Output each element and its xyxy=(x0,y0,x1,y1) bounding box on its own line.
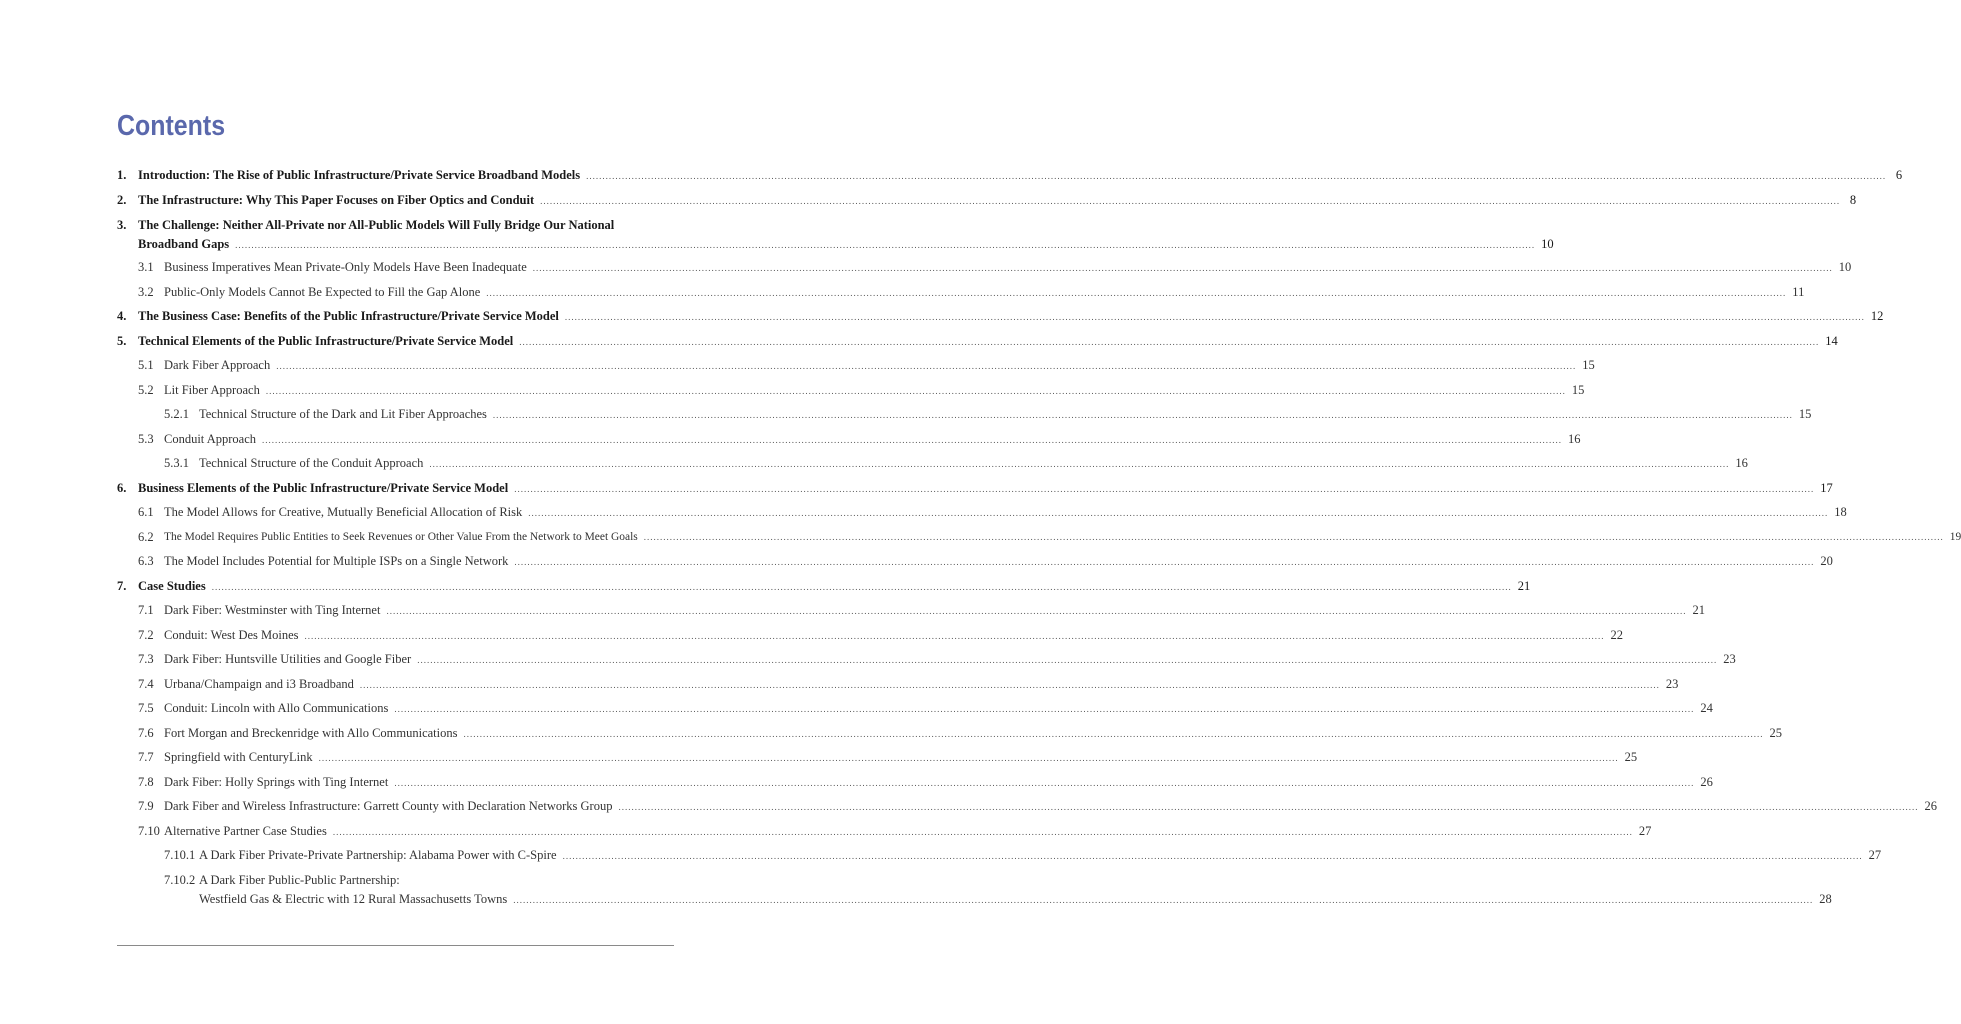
toc-dot-leader: ................................................................................................................................................................................................................................................................................................................................................................................................................ xyxy=(463,729,1764,739)
toc-page-number: 16 xyxy=(1568,432,1581,446)
toc-dot-leader: ................................................................................................................................................................................................................................................................................................................................................................................................................ xyxy=(492,410,1793,420)
toc-dot-leader: ................................................................................................................................................................................................................................................................................................................................................................................................................ xyxy=(486,288,1787,298)
toc-dot-leader: ................................................................................................................................................................................................................................................................................................................................................................................................................ xyxy=(359,680,1660,690)
toc-entry-number: 5.3.1 xyxy=(164,456,189,470)
toc-dot-leader: ................................................................................................................................................................................................................................................................................................................................................................................................................ xyxy=(386,606,1687,616)
toc-dot-leader: ................................................................................................................................................................................................................................................................................................................................................................................................................ xyxy=(265,386,1566,396)
toc-entry-title: Conduit: West Des Moines xyxy=(164,628,299,642)
toc-page-number: 26 xyxy=(1924,799,1937,813)
toc-entry-title: Technical Structure of the Conduit Approach xyxy=(199,456,424,470)
toc-entry-title: Westfield Gas & Electric with 12 Rural Massachusetts Towns xyxy=(199,892,508,906)
toc-entry-title: Dark Fiber: Westminster with Ting Internet xyxy=(164,603,381,617)
toc-page-number: 10 xyxy=(1838,260,1852,274)
toc-entry-number: 6. xyxy=(117,481,127,495)
toc-dot-leader: ................................................................................................................................................................................................................................................................................................................................................................................................................ xyxy=(211,582,1512,592)
toc-dot-leader: ................................................................................................................................................................................................................................................................................................................................................................................................................ xyxy=(262,435,1563,445)
toc-entry-title: Business Imperatives Mean Private-Only Models Have Been Inadequate xyxy=(164,260,527,274)
toc-dot-leader: ................................................................................................................................................................................................................................................................................................................................................................................................................ xyxy=(276,361,1577,371)
toc-dot-leader: ................................................................................................................................................................................................................................................................................................................................................................................................................ xyxy=(618,802,1919,812)
toc-page-number: 27 xyxy=(1868,848,1882,862)
toc-entry-number: 7.7 xyxy=(138,750,154,764)
toc-entry-title: Introduction: The Rise of Public Infrastructure/Private Service Broadband Models xyxy=(138,168,581,182)
toc-entry-title: Technical Elements of the Public Infrastructure/Private Service Model xyxy=(138,334,514,348)
toc-page-number: 10 xyxy=(1541,237,1554,251)
toc-entry-title: Conduit Approach xyxy=(164,432,257,446)
toc-page-number: 15 xyxy=(1571,383,1585,397)
toc-entry-title: The Infrastructure: Why This Paper Focuses on Fiber Optics and Conduit xyxy=(138,193,535,207)
toc-page-number: 17 xyxy=(1820,481,1833,495)
toc-page-number: 11 xyxy=(1792,285,1805,299)
toc-page-number: 12 xyxy=(1870,309,1884,323)
toc-entry-number: 3.1 xyxy=(138,260,154,274)
toc-entry-title: The Model Requires Public Entities to Seek Revenues or Other Value From the Network to Meet Goals xyxy=(164,531,638,543)
toc-page-number: 15 xyxy=(1798,407,1812,421)
toc-dot-leader: ................................................................................................................................................................................................................................................................................................................................................................................................................ xyxy=(394,704,1695,714)
toc-dot-leader: ................................................................................................................................................................................................................................................................................................................................................................................................................ xyxy=(519,337,1820,347)
toc-entry-number: 7.10 xyxy=(138,824,160,838)
toc-page-number: 18 xyxy=(1834,505,1847,519)
toc-page-number: 15 xyxy=(1582,358,1595,372)
toc-entry-number: 5.1 xyxy=(138,358,154,372)
toc-dot-leader: ................................................................................................................................................................................................................................................................................................................................................................................................................ xyxy=(318,753,1619,763)
toc-page-number: 16 xyxy=(1735,456,1748,470)
toc-entry-title: Conduit: Lincoln with Allo Communications xyxy=(164,701,389,715)
toc-page-number: 23 xyxy=(1665,677,1679,691)
toc-dot-leader: ................................................................................................................................................................................................................................................................................................................................................................................................................ xyxy=(429,459,1730,469)
toc-entry-title: Dark Fiber Approach xyxy=(164,358,271,372)
toc-dot-leader: ................................................................................................................................................................................................................................................................................................................................................................................................................ xyxy=(586,171,1887,181)
toc-entry-number: 1. xyxy=(117,168,127,182)
toc-dot-leader: ................................................................................................................................................................................................................................................................................................................................................................................................................ xyxy=(514,484,1815,494)
toc-entry-title: Broadband Gaps xyxy=(138,237,230,251)
toc-page-number: 25 xyxy=(1624,750,1638,764)
toc-dot-leader: ................................................................................................................................................................................................................................................................................................................................................................................................................ xyxy=(643,532,1944,542)
toc-dot-leader: ................................................................................................................................................................................................................................................................................................................................................................................................................ xyxy=(417,655,1718,665)
toc-dot-leader: ................................................................................................................................................................................................................................................................................................................................................................................................................ xyxy=(394,778,1695,788)
toc-dot-leader: ................................................................................................................................................................................................................................................................................................................................................................................................................ xyxy=(332,827,1633,837)
toc-entry-number: 5.3 xyxy=(138,432,154,446)
toc-page-number: 27 xyxy=(1638,824,1652,838)
toc-dot-leader: ................................................................................................................................................................................................................................................................................................................................................................................................................ xyxy=(562,851,1863,861)
toc-entry-number: 6.2 xyxy=(138,530,154,544)
toc-entry-number: 6.1 xyxy=(138,505,154,519)
toc-entry-title-line1: A Dark Fiber Public-Public Partnership: xyxy=(199,873,400,887)
toc-page-number: 14 xyxy=(1825,334,1838,348)
toc-entry-title: Technical Structure of the Dark and Lit Fiber Approaches xyxy=(199,407,487,421)
toc-entry-number: 7.8 xyxy=(138,775,154,789)
toc-entry-number: 3.2 xyxy=(138,285,154,299)
toc-entry-title-line1: The Challenge: Neither All-Private nor All-Public Models Will Fully Bridge Our National xyxy=(138,218,615,232)
toc-entry-title: Dark Fiber: Holly Springs with Ting Internet xyxy=(164,775,389,789)
toc-entry-title: Urbana/Champaign and i3 Broadband xyxy=(164,677,354,691)
toc-dot-leader: ................................................................................................................................................................................................................................................................................................................................................................................................................ xyxy=(540,196,1841,206)
toc-entry-title: The Model Includes Potential for Multiple ISPs on a Single Network xyxy=(164,554,509,568)
toc-page-number: 6 xyxy=(1895,168,1903,182)
toc-entry-title: Alternative Partner Case Studies xyxy=(164,824,327,838)
toc-page-number: 19 xyxy=(1949,531,1961,543)
toc-entry-title: Public-Only Models Cannot Be Expected to Fill the Gap Alone xyxy=(164,285,481,299)
toc-entry-title: The Model Allows for Creative, Mutually Beneficial Allocation of Risk xyxy=(164,505,523,519)
toc-page-number: 23 xyxy=(1723,652,1736,666)
toc-page-number: 21 xyxy=(1692,603,1705,617)
toc-entry-title: Lit Fiber Approach xyxy=(164,383,260,397)
toc-dot-leader: ................................................................................................................................................................................................................................................................................................................................................................................................................ xyxy=(514,557,1815,567)
toc-entry-title: Springfield with CenturyLink xyxy=(164,750,313,764)
toc-entry-number: 5.2 xyxy=(138,383,154,397)
toc-entry-title: Dark Fiber and Wireless Infrastructure: Garrett County with Declaration Networks Group xyxy=(164,799,613,813)
toc-entry-number: 7.9 xyxy=(138,799,154,813)
toc-entry-number: 4. xyxy=(117,309,127,323)
toc-entry-number: 7.5 xyxy=(138,701,154,715)
toc-entry-number: 2. xyxy=(117,193,127,207)
toc-entry-number: 5. xyxy=(117,334,127,348)
toc-entry-number: 7. xyxy=(117,579,127,593)
toc-page-number: 24 xyxy=(1700,701,1713,715)
toc-entry-number: 7.10.1 xyxy=(164,848,196,862)
toc-entry-number: 7.1 xyxy=(138,603,154,617)
toc-entry-number: 5.2.1 xyxy=(164,407,189,421)
toc-entry-number: 7.3 xyxy=(138,652,154,666)
toc-page-number: 8 xyxy=(1849,193,1857,207)
toc-entry-number: 3. xyxy=(117,218,127,232)
toc-entry-title: Case Studies xyxy=(138,579,206,593)
toc-dot-leader: ................................................................................................................................................................................................................................................................................................................................................................................................................ xyxy=(513,895,1814,905)
toc-entry-number: 7.2 xyxy=(138,628,154,642)
toc-dot-leader: ................................................................................................................................................................................................................................................................................................................................................................................................................ xyxy=(564,312,1865,322)
toc-entry-number: 7.6 xyxy=(138,726,154,740)
toc-page-number: 28 xyxy=(1819,892,1832,906)
toc-page-number: 25 xyxy=(1769,726,1782,740)
toc-page-number: 22 xyxy=(1610,628,1624,642)
toc-entry-title: Business Elements of the Public Infrastructure/Private Service Model xyxy=(138,481,509,495)
toc-page-number: 26 xyxy=(1700,775,1713,789)
toc-entry-number: 7.10.2 xyxy=(164,873,196,887)
toc-entry-title: The Business Case: Benefits of the Public Infrastructure/Private Service Model xyxy=(138,309,559,323)
footer-divider xyxy=(117,945,674,946)
toc-dot-leader: ................................................................................................................................................................................................................................................................................................................................................................................................................ xyxy=(528,508,1829,518)
toc-entry-number: 6.3 xyxy=(138,554,154,568)
toc-entry-title: Dark Fiber: Huntsville Utilities and Google Fiber xyxy=(164,652,412,666)
toc-dot-leader: ................................................................................................................................................................................................................................................................................................................................................................................................................ xyxy=(532,263,1833,273)
toc-page-number: 21 xyxy=(1517,579,1531,593)
toc-entry-number: 7.4 xyxy=(138,677,154,691)
toc-entry-title: A Dark Fiber Private-Private Partnership: Alabama Power with C-Spire xyxy=(199,848,557,862)
page-title: Contents xyxy=(117,110,226,142)
toc-dot-leader: ................................................................................................................................................................................................................................................................................................................................................................................................................ xyxy=(304,631,1605,641)
toc-page-number: 20 xyxy=(1820,554,1833,568)
toc-dot-leader: ................................................................................................................................................................................................................................................................................................................................................................................................................ xyxy=(235,240,1536,250)
toc-entry-title: Fort Morgan and Breckenridge with Allo Communications xyxy=(164,726,458,740)
